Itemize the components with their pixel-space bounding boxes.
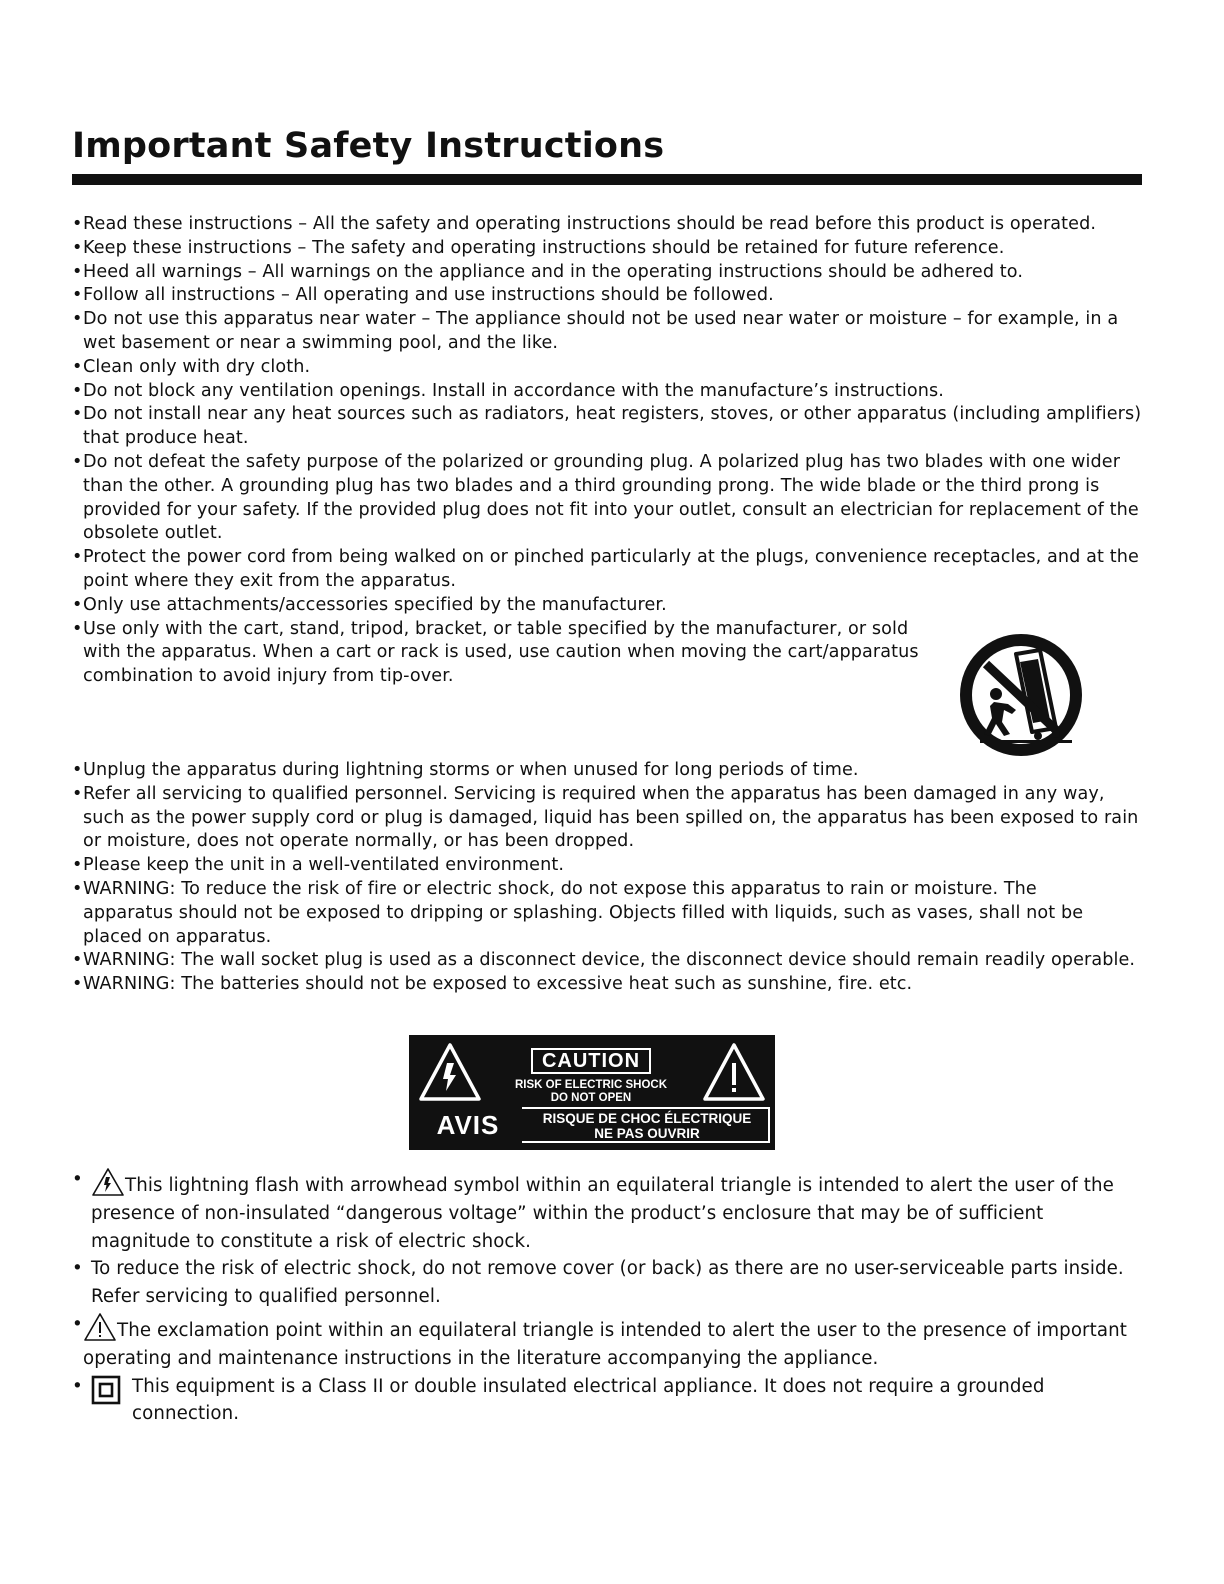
list-item: • Only use attachments/accessories specified by the manufacturer. <box>72 594 1142 618</box>
list-item-class2 <box>72 1373 1142 1429</box>
list-item: • Do not defeat the safety purpose of the polarized or grounding plug. A polarized plug has two blades with one wider than the other. A grounding plug has two blades and a third grounding prong. The wide blade or the third prong is provided for your safety. If the provided plug does not fit into your outlet, consult an electrician for replacement of the obsolete outlet. <box>72 451 1142 546</box>
bullet: • <box>72 1313 83 1335</box>
page-title: Important Safety Instructions <box>72 126 665 166</box>
list-item: • Heed all warnings – All warnings on the appliance and in the operating instructions should be adhered to. <box>72 261 1142 285</box>
risk-line-1: RISK OF ELECTRIC SHOCK <box>514 1079 668 1091</box>
caution-risk-text <box>505 1079 677 1105</box>
list-item: • To reduce the risk of electric shock, do not remove cover (or back) as there are no user-serviceable parts inside. Refer servicing to qualified personnel. <box>72 1255 1142 1311</box>
list-item-lightning <box>72 1166 1142 1255</box>
safety-list-1 <box>72 213 1142 689</box>
safety-list-2 <box>72 759 1142 997</box>
caution-label <box>409 1035 775 1150</box>
symbol-list <box>72 1166 1142 1428</box>
lightning-triangle-icon <box>417 1041 483 1103</box>
list-item: • Use only with the cart, stand, tripod, bracket, or table specified by the manufacturer, or sold with the apparatus. When a cart or rack is used, use caution when moving the cart/apparatus combination to avoid injury from tip-over. <box>72 618 928 689</box>
list-item: • WARNING: The batteries should not be exposed to excessive heat such as sunshine, fire. etc. <box>72 973 1142 997</box>
list-item: • Do not use this apparatus near water – The appliance should not be used near water or moisture – for example, in a wet basement or near a swimming pool, and the like. <box>72 308 1142 356</box>
lightning-triangle-icon <box>91 1167 125 1197</box>
list-item: • Read these instructions – All the safety and operating instructions should be read before this product is operated. <box>72 213 1142 237</box>
list-item: • Protect the power cord from being walked on or pinched particularly at the plugs, convenience receptacles, and at the point where they exit from the apparatus. <box>72 546 1142 594</box>
class2-text: This equipment is a Class II or double insulated electrical appliance. It does not require a grounded connection. <box>132 1375 1045 1425</box>
list-item: • Do not install near any heat sources such as radiators, heat registers, stoves, or other apparatus (including amplifiers) that produce heat. <box>72 403 1142 451</box>
exclamation-triangle-icon <box>83 1312 117 1342</box>
bullet: • <box>72 1375 83 1397</box>
title-rule <box>72 174 1142 185</box>
risque-line-1: RISQUE DE CHOC ÉLECTRIQUE <box>542 1111 752 1126</box>
list-item-exclamation <box>72 1311 1142 1373</box>
lightning-item-text <box>91 1166 1142 1255</box>
list-item: • WARNING: To reduce the risk of fire or electric shock, do not expose this apparatus to rain or moisture. The apparatus should not be exposed to dripping or splashing. Objects filled with liquids, such as vases, shall not be placed on apparatus. <box>72 878 1129 949</box>
caution-heading: CAUTION <box>531 1048 651 1074</box>
risk-line-2: DO NOT OPEN <box>550 1092 632 1104</box>
list-item: • Unplug the apparatus during lightning storms or when unused for long periods of time. <box>72 759 1142 783</box>
risque-text <box>527 1111 767 1141</box>
cart-warning-icon <box>958 632 1084 762</box>
list-item: • Keep these instructions – The safety and operating instructions should be retained for future reference. <box>72 237 1142 261</box>
list-item: • Refer all servicing to qualified personnel. Servicing is required when the apparatus has been damaged in any way, such as the power supply cord or plug is damaged, liquid has been spilled on, the apparatus has been exposed to rain or moisture, does not operate normally, or has been dropped. <box>72 783 1142 854</box>
double-insulation-icon <box>91 1375 123 1405</box>
lightning-text: This lightning flash with arrowhead symbol within an equilateral triangle is intended to alert the user of the presence of non-insulated “dangerous voltage” within the product’s enclosure that may be of sufficient magnitude to constitute a risk of electric shock. <box>91 1175 1114 1252</box>
exclamation-item-text <box>83 1311 1142 1373</box>
list-item: • Please keep the unit in a well-ventilated environment. <box>72 854 1142 878</box>
risque-line-2: NE PAS OUVRIR <box>594 1126 700 1141</box>
exclamation-text: The exclamation point within an equilateral triangle is intended to alert the user to the presence of important operating and maintenance instructions in the literature accompanying the appliance. <box>83 1319 1127 1369</box>
exclamation-triangle-icon <box>701 1041 767 1103</box>
list-item: • WARNING: The wall socket plug is used as a disconnect device, the disconnect device should remain readily operable. <box>72 949 1142 973</box>
bullet: • <box>72 1169 83 1190</box>
list-item: • Clean only with dry cloth. <box>72 356 1142 380</box>
list-item: • Follow all instructions – All operating and use instructions should be followed. <box>72 284 1142 308</box>
avis-heading: AVIS <box>414 1107 522 1143</box>
list-item: • Do not block any ventilation openings. Install in accordance with the manufacture’s instructions. <box>72 380 1142 404</box>
